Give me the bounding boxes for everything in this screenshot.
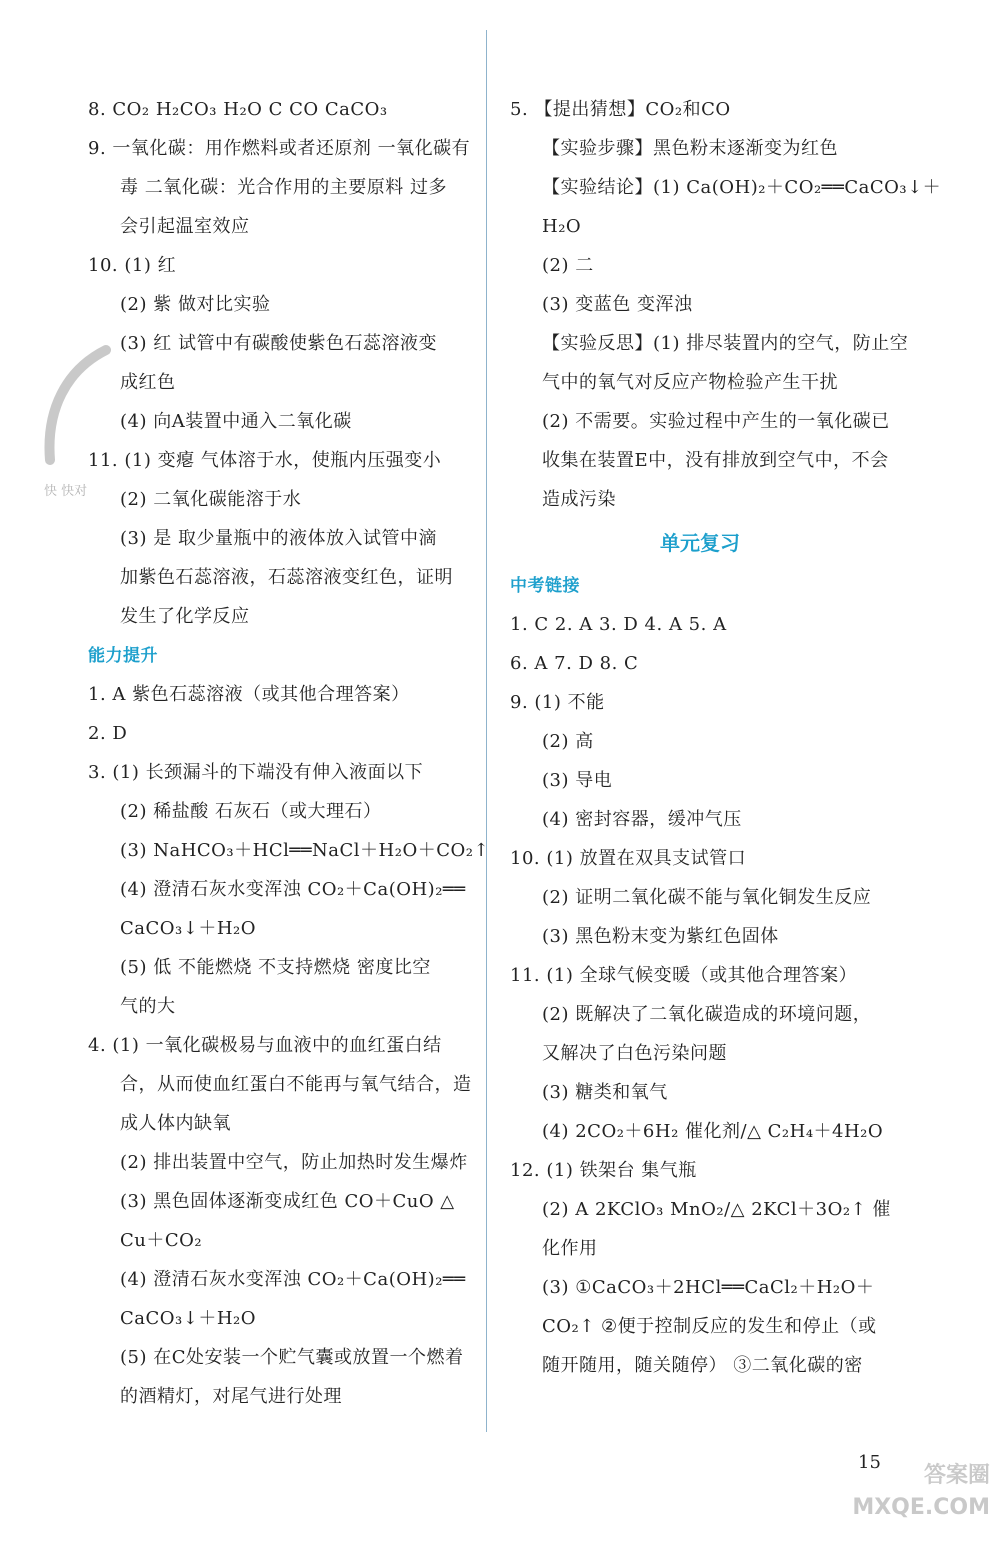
answer-line: 【实验反思】(1) 排尽装置内的空气，防止空 [542, 333, 909, 354]
answer-line: (2) 紫 做对比实验 [120, 294, 271, 315]
answer-line: (3) ①CaCO₃＋2HCl══CaCl₂＋H₂O＋ [542, 1277, 875, 1298]
answer-line: 10. (1) 红 [88, 255, 177, 276]
section-heading: 中考链接 [510, 576, 580, 596]
answer-line: 加紫色石蕊溶液，石蕊溶液变红色，证明 [120, 567, 453, 588]
answer-line: (2) 二氧化碳能溶于水 [120, 489, 302, 510]
answer-line: (2) 二 [542, 255, 594, 276]
answer-line: 又解决了白色污染问题 [542, 1043, 727, 1064]
answer-line: 10. (1) 放置在双具支试管口 [510, 848, 747, 869]
answer-line: (4) 向A装置中通入二氧化碳 [120, 411, 352, 432]
section-heading: 能力提升 [88, 646, 158, 666]
answer-line: 发生了化学反应 [120, 606, 250, 627]
answer-line: H₂O [542, 216, 582, 237]
answer-line: (3) 红 试管中有碳酸使紫色石蕊溶液变 [120, 333, 437, 354]
answer-line: (3) 导电 [542, 770, 613, 791]
unit-review-title: 单元复习 [660, 531, 740, 555]
answer-line: (4) 密封容器，缓冲气压 [542, 809, 742, 830]
answer-line: CaCO₃↓＋H₂O [120, 918, 257, 939]
answer-line: 合，从而使血红蛋白不能再与氧气结合，造 [120, 1074, 472, 1095]
answer-line: 5. 【提出猜想】CO₂和CO [510, 99, 731, 120]
answer-line: (3) 变蓝色 变浑浊 [542, 294, 693, 315]
answer-line: 2. D [88, 723, 128, 744]
answer-line: (2) 不需要。实验过程中产生的一氧化碳已 [542, 411, 890, 432]
answer-line: 成红色 [120, 372, 176, 393]
answer-line: (2) 排出装置中空气，防止加热时发生爆炸 [120, 1152, 468, 1173]
answer-line: 1. C 2. A 3. D 4. A 5. A [510, 614, 727, 635]
answer-line: 毒 二氧化碳：光合作用的主要原料 过多 [120, 177, 447, 198]
answer-line: 1. A 紫色石蕊溶液（或其他合理答案） [88, 684, 410, 705]
answer-line: (3) 黑色固体逐渐变成红色 CO＋CuO △ [120, 1191, 455, 1212]
answer-line: 11. (1) 变瘪 气体溶于水，使瓶内压强变小 [88, 450, 442, 471]
stamp-text: 快 快对 [44, 484, 88, 499]
answer-line: (2) 高 [542, 731, 594, 752]
answer-line: 的酒精灯，对尾气进行处理 [120, 1386, 342, 1407]
answer-line: 3. (1) 长颈漏斗的下端没有伸入液面以下 [88, 762, 424, 783]
answer-line: (2) 证明二氧化碳不能与氧化铜发生反应 [542, 887, 872, 908]
left-column [88, 98, 490, 1424]
answer-line: (2) A 2KClO₃ MnO₂/△ 2KCl＋3O₂↑ 催 [542, 1199, 891, 1220]
answer-line: (4) 2CO₂＋6H₂ 催化剂/△ C₂H₄＋4H₂O [542, 1121, 884, 1142]
answer-line: 造成污染 [542, 489, 616, 510]
answer-line: 随开随用，随关随停） ③二氧化碳的密 [542, 1355, 863, 1376]
answer-line: 9. 一氧化碳：用作燃料或者还原剂 一氧化碳有 [88, 138, 471, 159]
answer-line: (5) 在C处安装一个贮气囊或放置一个燃着 [120, 1347, 464, 1368]
answer-line: (5) 低 不能燃烧 不支持燃烧 密度比空 [120, 957, 431, 978]
faded-stamp [36, 340, 126, 540]
answer-line: 气的大 [120, 996, 176, 1017]
answer-line: (3) 是 取少量瓶中的液体放入试管中滴 [120, 528, 437, 549]
answer-line: 4. (1) 一氧化碳极易与血液中的血红蛋白结 [88, 1035, 442, 1056]
answer-line: 12. (1) 铁架台 集气瓶 [510, 1160, 697, 1181]
answer-line: Cu＋CO₂ [120, 1230, 203, 1251]
answer-line: 收集在装置E中，没有排放到空气中，不会 [542, 450, 889, 471]
answer-line: 11. (1) 全球气候变暖（或其他合理答案） [510, 965, 858, 986]
watermark [800, 1460, 990, 1540]
column-divider [486, 30, 487, 1432]
answer-line: (2) 既解决了二氧化碳造成的环境问题， [542, 1004, 872, 1025]
answer-line: (3) 糖类和氧气 [542, 1082, 668, 1103]
answer-line: 6. A 7. D 8. C [510, 653, 639, 674]
answer-line: 会引起温室效应 [120, 216, 250, 237]
answer-line: CO₂↑ ②便于控制反应的发生和停止（或 [542, 1316, 877, 1337]
answer-line: 【实验结论】(1) Ca(OH)₂＋CO₂══CaCO₃↓＋ [542, 177, 942, 198]
answer-line: CaCO₃↓＋H₂O [120, 1308, 257, 1329]
answer-line: (4) 澄清石灰水变浑浊 CO₂＋Ca(OH)₂══ [120, 879, 466, 900]
answer-line: 成人体内缺氧 [120, 1113, 231, 1134]
answer-line: (4) 澄清石灰水变浑浊 CO₂＋Ca(OH)₂══ [120, 1269, 466, 1290]
answer-line: 化作用 [542, 1238, 598, 1259]
answer-line: (2) 稀盐酸 石灰石（或大理石） [120, 801, 382, 822]
answer-line: (3) NaHCO₃＋HCl══NaCl＋H₂O＋CO₂↑ [120, 840, 490, 861]
watermark-text: 答案圈 MXQE.COM [852, 1463, 990, 1520]
answer-line: 气中的氧气对反应产物检验产生干扰 [542, 372, 838, 393]
answer-line: 9. (1) 不能 [510, 692, 605, 713]
answer-line: 【实验步骤】黑色粉末逐渐变为红色 [542, 138, 838, 159]
answer-line: 8. CO₂ H₂CO₃ H₂O C CO CaCO₃ [88, 99, 388, 120]
right-column [510, 98, 942, 1393]
answer-line: (3) 黑色粉末变为紫红色固体 [542, 926, 779, 947]
page-number: 15 [858, 1452, 881, 1473]
